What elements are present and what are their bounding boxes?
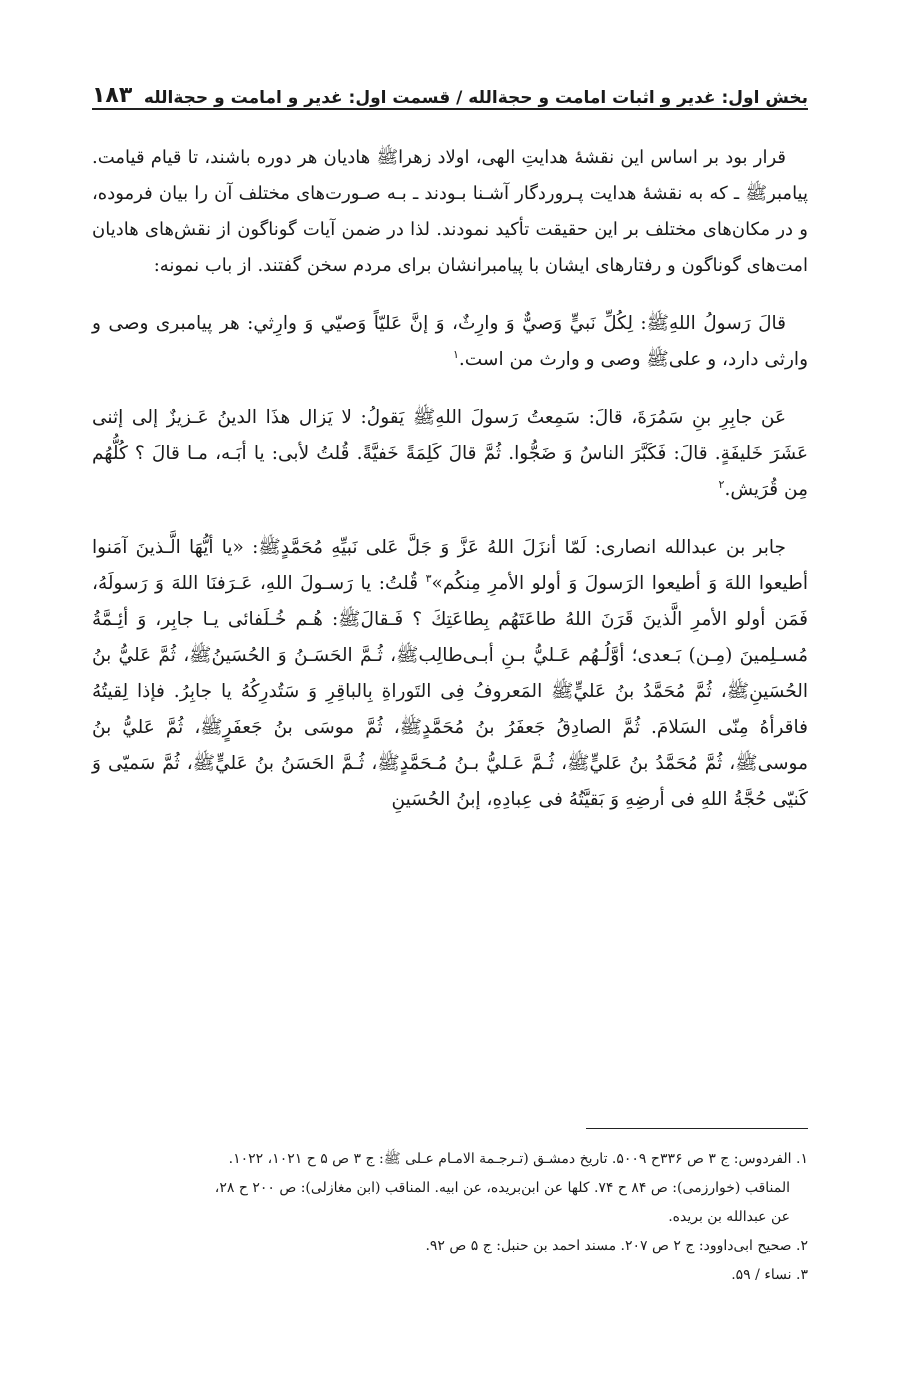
paragraph-hadith-2 <box>92 400 808 508</box>
footnote-ref-3[interactable]: ۳ <box>425 571 432 585</box>
footnote-3: ۳. نساء / ۵۹. <box>731 1267 808 1283</box>
footnote-1-line-3: عن عبدالله بن بریده. <box>668 1209 790 1225</box>
paragraph-hadith-3 <box>92 530 808 818</box>
paragraph-hadith-1-text: قالَ رَسولُ اللهِﷺ: لِكُلِّ نَبيٍّ وَصيٌّ وَ وارِثٌ، وَ إنَّ عَليّاً وَصيّي وَ وارِثي: هر پیامبری وصی و وارثی دارد، و علیﷺ وصی و وارث من است. <box>92 313 808 370</box>
paragraph-intro <box>92 140 808 284</box>
page-number: ۱۸۳ <box>92 83 133 108</box>
paragraph-hadith-3-text-a: جابر بن عبدالله انصاری: لَمّا أنزَلَ اللهُ عَزَّ وَ جَلَّ عَلى نَبيِّهِ مُحَمَّدٍﷺ: «يا أيُّهَا الَّـذينَ آمَنوا أطيعوا اللهَ وَ أطيعوا الرَسولَ وَ أولو الأمرِ مِنكُم» <box>92 537 808 594</box>
paragraph-hadith-1 <box>92 306 808 378</box>
body-text <box>92 140 808 818</box>
footnote-1 <box>92 1145 808 1232</box>
page <box>92 70 808 840</box>
paragraph-hadith-2-text: عَن جابِرِ بنِ سَمُرَةَ، قالَ: سَمِعتُ رَسولَ اللهِﷺ يَقولُ: لا يَزال هذَا الدينُ عَـزيزٌ إلی إثنى عَشَرَ خَليفَةٍ. قالَ: فَكَبَّرَ الناسُ وَ ضَجُّوا. ثُمَّ قالَ كَلِمَةً خَفيَّةً. قُلتُ لأبی: يا أبَـه، مـا قالَ ؟ كُلُّهُم مِن قُرَيش. <box>92 407 808 500</box>
footnote-2: ۲. صحیح ابی‌داوود: ج ۲ ص ۲۰۷. مسند احمد بن حنبل: ج ۵ ص ۹۲. <box>425 1238 808 1254</box>
footnote-separator <box>586 1128 808 1129</box>
footnote-1-line-1: ۱. الفردوس: ج ۳ ص ۳۳۶ح ۵۰۰۹. تاریخ دمشـق (تـرجـمة الامـام عـلی ﷺ: ج ۳ ص ۵ ح ۱۰۲۱، ۱۰۲۲. <box>228 1151 808 1167</box>
running-header <box>92 70 808 110</box>
footnote-ref-2[interactable]: ۲ <box>718 477 725 491</box>
running-title: بخش اول: غدیر و اثبات امامت و حجةالله / قسمت اول: غدیر و امامت و حجةالله <box>143 88 808 108</box>
footnote-1-line-2: المناقب (خوارزمی): ص ۸۴ ح ۷۴. کلها عن ابن‌بریده، عن ابیه. المناقب (ابن مغازلی): ص ۲۰۰ ح ۲۸، <box>214 1180 790 1196</box>
footnote-ref-1[interactable]: ۱ <box>452 347 459 361</box>
paragraph-hadith-3-text-b: قُلتُ: يا رَسـولَ اللهِ، عَـرَفنَا اللهَ وَ رَسولَهُ، فَمَن أولو الأمرِ الَّذينَ قَرَنَ اللهُ طاعَتَهُم بِطاعَتِكَ ؟ فَـقالَﷺ: هُـم خُـلَفائی يـا جابِر، وَ أئِـمَّةُ مُسـلِمينَ (مِـن) بَـعدی؛ أوَّلُـهُم عَـليُّ بـنِ أبـی‌طالِبﷺ، ثُـمَّ الحَسَـنُ وَ الحُسَينُﷺ، ثُمَّ عَليُّ بنُ الحُسَينِﷺ، ثُمَّ مُحَمَّدُ بنُ عَليٍّﷺ المَعروفُ فِى التَوراةِ بِالباقِرِ وَ سَتُدرِكُهُ يا جابِرُ. فإذا لِقيتُهُ فاقرأهُ مِنّی السَلامَ. ثُمَّ الصادِقُ جَعفَرُ بنُ مُحَمَّدٍﷺ، ثُمَّ موسَى بنُ جَعفَرٍﷺ، ثُمَّ عَليُّ بنُ موسىﷺ، ثُمَّ مُحَمَّدُ بنُ عَليٍّﷺ، ثُـمَّ عَـليُّ بـنُ مُـحَمَّدٍﷺ، ثُـمَّ الحَسَنُ بنُ عَليٍّﷺ، ثُمَّ سَميّی وَ كَنيّی حُجَّةُ اللهِ فی أرضِهِ وَ بَقيَّتُهُ فی عِبادِهِ، إبنُ الحُسَينِ <box>92 573 808 810</box>
footnotes <box>92 1145 808 1290</box>
paragraph-intro-text: قرار بود بر اساس این نقشهٔ هدایتِ الهی، اولاد زهراﷺ هادیان هر دوره باشند، تا قیام قیامت. پیامبرﷺ ـ که به نقشهٔ هدایت پـروردگار آشـنا بـودند ـ بـه صـورت‌های مختلف آن را بیان فرموده، و در مکان‌های مختلف بر این حقیقت تأکید نمودند. لذا در ضمن آیات گوناگون از نقش‌های هادیان امت‌های گوناگون و رفتارهای ایشان با پیامبرانشان برای مردم سخن گفتند. از باب نمونه: <box>92 147 808 276</box>
